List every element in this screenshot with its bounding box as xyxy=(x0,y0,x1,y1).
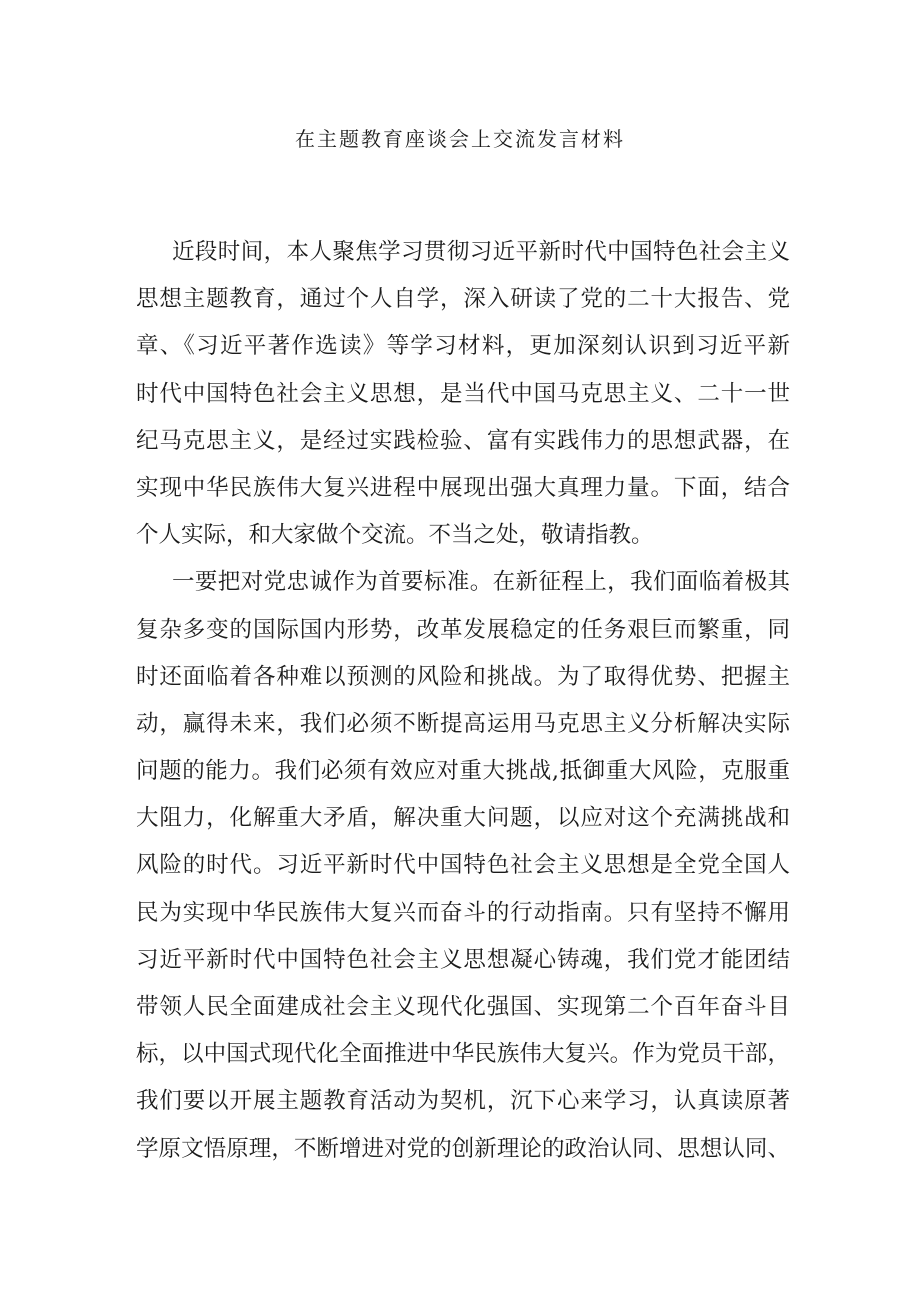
paragraph-line: 习近平新时代中国特色社会主义思想凝心铸魂，我们党才能团结 xyxy=(136,946,790,973)
paragraph-line: 民为实现中华民族伟大复兴而奋斗的行动指南。只有坚持不懈用 xyxy=(136,899,790,926)
paragraph-line: 一要把对党忠诚作为首要标准。在新征程上，我们面临着极其 xyxy=(172,569,790,596)
paragraph-line: 动，赢得未来，我们必须不断提高运用马克思主义分析解决实际 xyxy=(136,710,790,737)
paragraph-line: 实现中华民族伟大复兴进程中展现出强大真理力量。下面，结合 xyxy=(136,474,790,501)
paragraph-line: 时代中国特色社会主义思想，是当代中国马克思主义、二十一世 xyxy=(136,380,790,407)
paragraph-line: 带领人民全面建成社会主义现代化强国、实现第二个百年奋斗目 xyxy=(136,994,790,1020)
paragraph-line: 个人实际，和大家做个交流。不当之处，敬请指教。 xyxy=(136,522,654,549)
paragraph-line: 思想主题教育，通过个人自学，深入研读了党的二十大报告、党 xyxy=(136,286,790,313)
paragraph-line: 问题的能力。我们必须有效应对重大挑战,抵御重大风险，克服重 xyxy=(136,758,790,785)
paragraph-line: 复杂多变的国际国内形势，改革发展稳定的任务艰巨而繁重，同 xyxy=(136,616,790,643)
paragraph-line: 章、《习近平著作选读》等学习材料，更加深刻认识到习近平新 xyxy=(136,333,790,360)
paragraph-line: 风险的时代。习近平新时代中国特色社会主义思想是全党全国人 xyxy=(136,852,790,879)
paragraph-line: 近段时间，本人聚焦学习贯彻习近平新时代中国特色社会主义 xyxy=(172,239,790,265)
document-body xyxy=(136,233,790,1177)
paragraph-line: 学原文悟原理，不断增进对党的创新理论的政治认同、思想认同、 xyxy=(136,1135,790,1162)
paragraph-line: 纪马克思主义，是经过实践检验、富有实践伟力的思想武器，在 xyxy=(136,427,790,454)
paragraph-line: 标，以中国式现代化全面推进中华民族伟大复兴。作为党员干部， xyxy=(136,1041,790,1068)
paragraph-line: 大阻力，化解重大矛盾，解决重大问题，以应对这个充满挑战和 xyxy=(136,805,790,832)
document-title: 在主题教育座谈会上交流发言材料 xyxy=(295,127,625,151)
paragraph-line: 时还面临着各种难以预测的风险和挑战。为了取得优势、把握主 xyxy=(136,663,790,690)
paragraph-line: 我们要以开展主题教育活动为契机，沉下心来学习，认真读原著 xyxy=(136,1088,790,1115)
